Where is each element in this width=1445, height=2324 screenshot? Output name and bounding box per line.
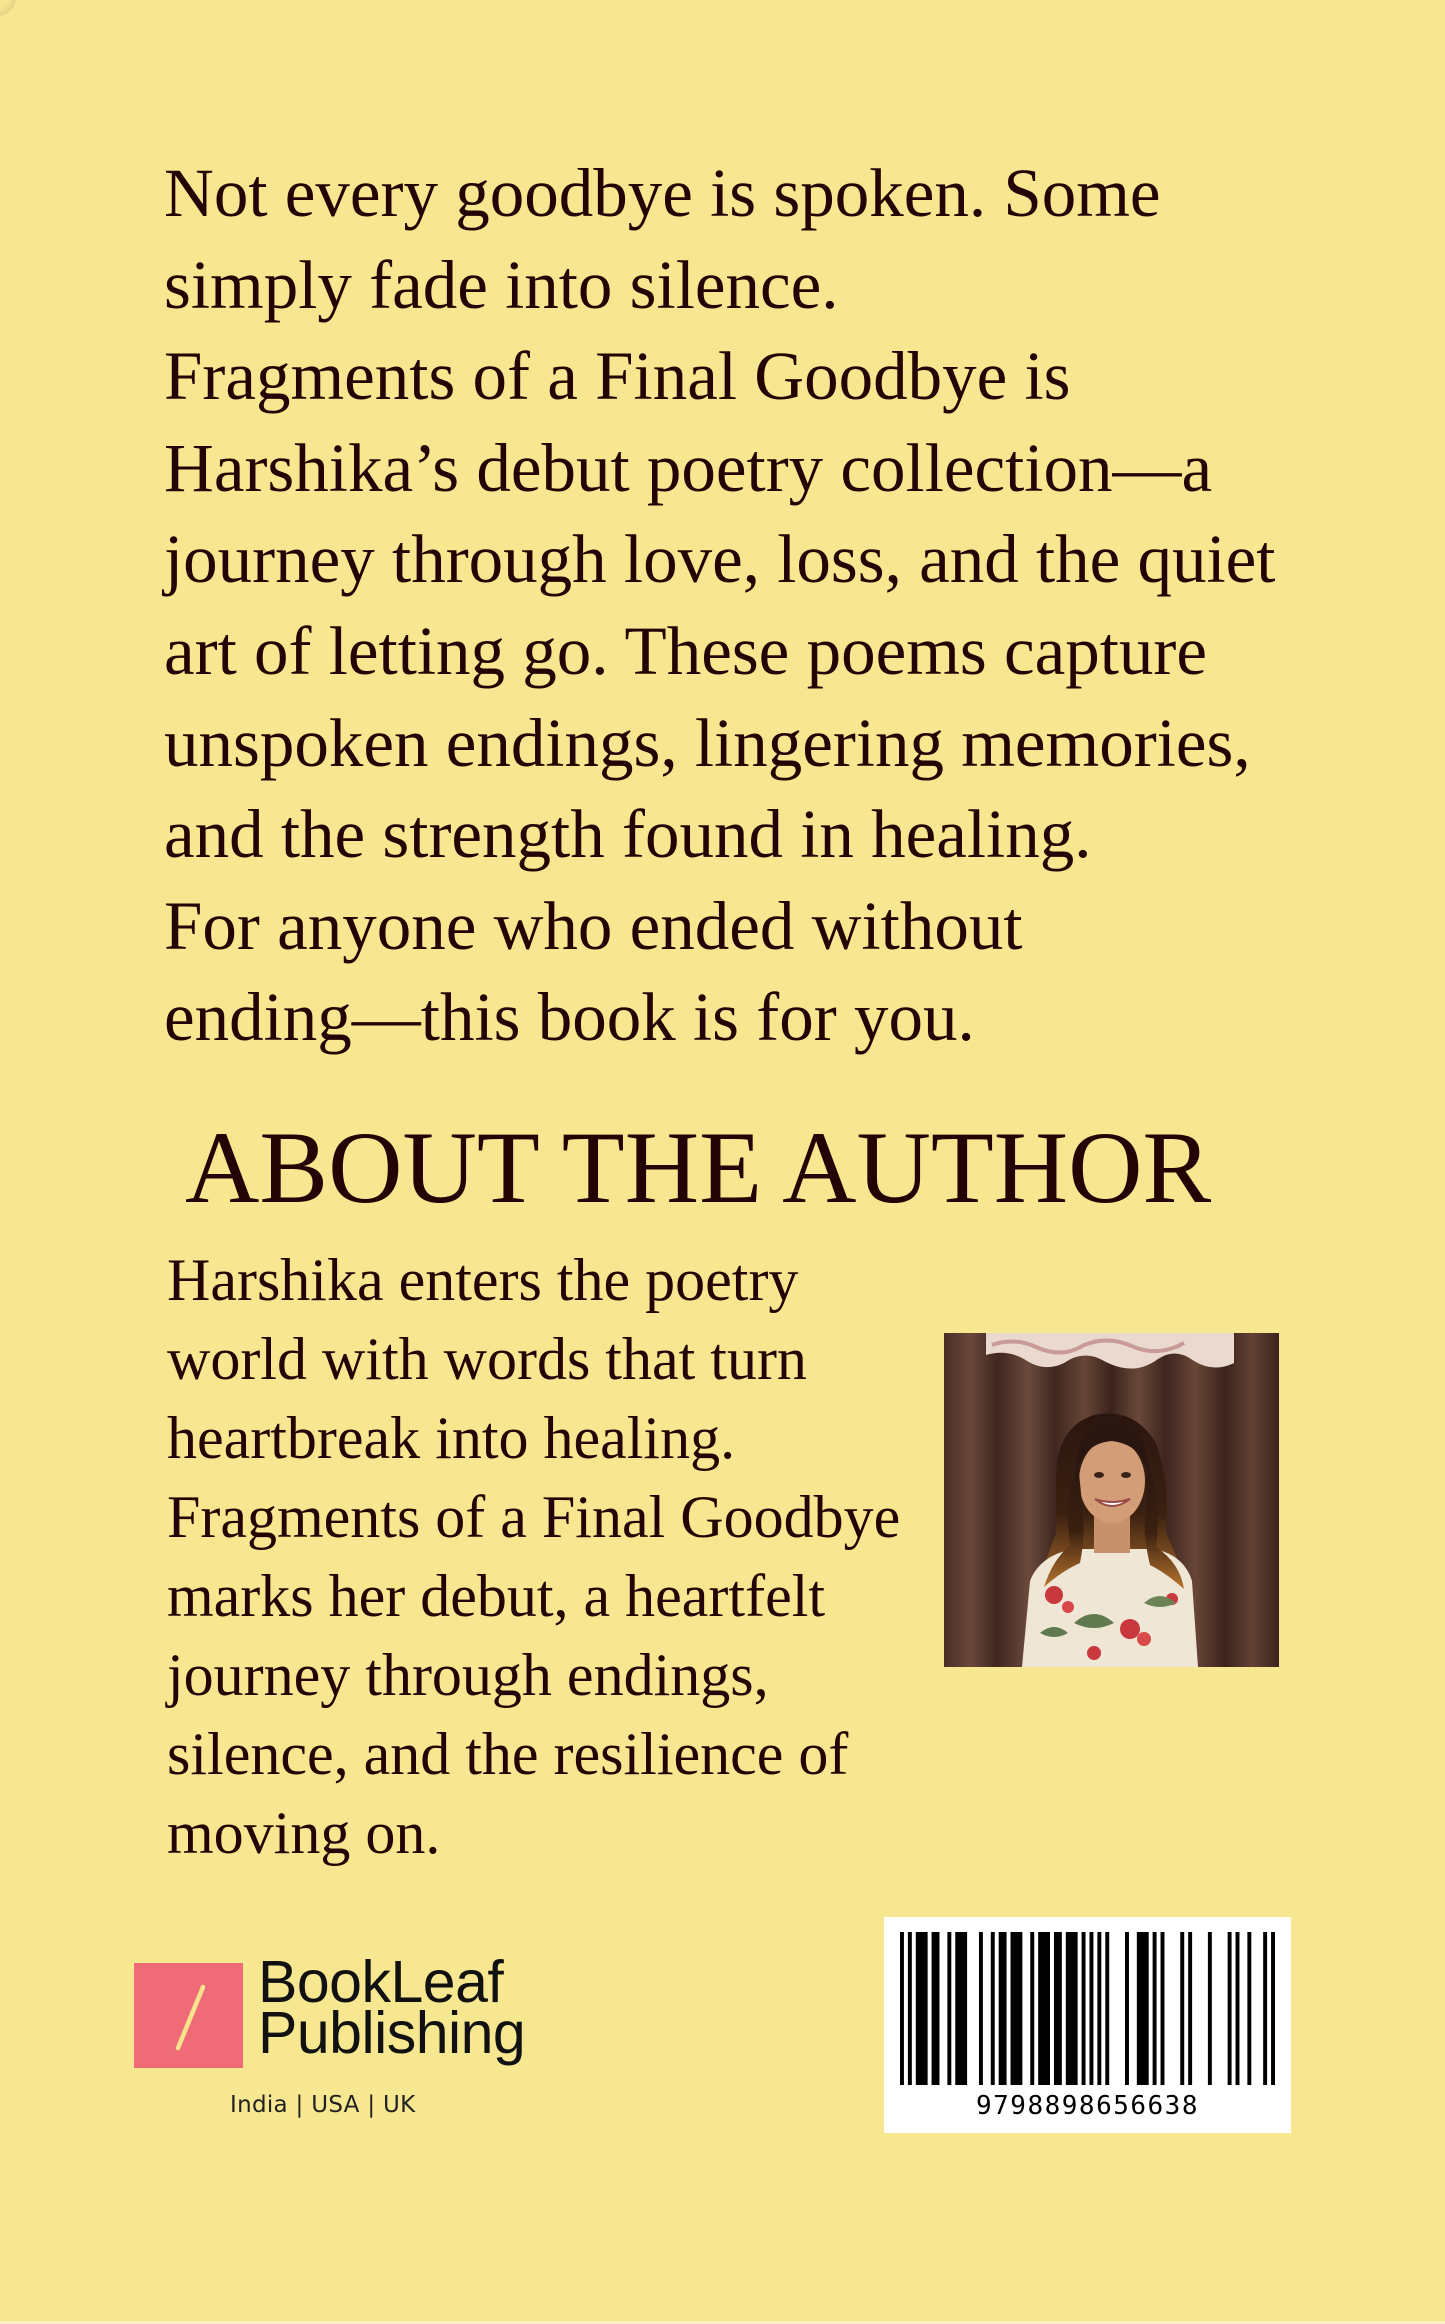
publisher-regions: India | USA | UK	[230, 2092, 416, 2118]
blurb-line: ending—this book is for you.	[164, 979, 975, 1056]
author-photo	[944, 1333, 1279, 1667]
blurb-line: and the strength found in healing.	[164, 796, 1092, 873]
blurb-line: Not every goodbye is spoken. Some	[164, 155, 1161, 231]
about-the-author-heading: ABOUT THE AUTHOR	[185, 1111, 1212, 1225]
publisher-name	[258, 1949, 526, 2066]
blurb-line: unspoken endings, lingering memories,	[164, 704, 1251, 781]
publisher-name-line2: Publishing	[258, 2000, 526, 2066]
blurb-line: simply fade into silence.	[164, 246, 839, 323]
publisher-name-line1: BookLeaf	[258, 1949, 504, 2015]
bio-line: silence, and the resilience of	[167, 1721, 849, 1787]
bio-line: world with words that turn	[167, 1326, 807, 1392]
blurb-line: Fragments of a Final Goodbye is	[164, 338, 1071, 415]
corner-shadow	[0, 0, 16, 16]
bio-line: Fragments of a Final Goodbye	[167, 1484, 901, 1550]
blurb-line: journey through love, loss, and the quiet	[164, 521, 1276, 598]
bio-line: heartbreak into healing.	[167, 1405, 736, 1471]
back-cover-blurb	[164, 148, 1364, 1064]
bio-line: Harshika enters the poetry	[167, 1247, 799, 1313]
barcode-bars	[900, 1932, 1275, 2085]
blurb-line: art of letting go. These poems capture	[164, 612, 1207, 689]
isbn-barcode	[884, 1917, 1291, 2133]
publisher-logo	[134, 1949, 534, 2137]
blurb-line: Harshika’s debut poetry collection—a	[164, 429, 1213, 506]
author-photo-illustration	[944, 1333, 1279, 1667]
author-bio	[167, 1241, 927, 1873]
bio-line: marks her debut, a heartfelt	[167, 1563, 826, 1629]
blurb-line: For anyone who ended without	[164, 887, 1023, 964]
isbn-number: 9798898656638	[976, 2091, 1199, 2121]
bio-line: moving on.	[167, 1800, 441, 1866]
slash-mark-icon	[134, 1963, 243, 2068]
bio-line: journey through endings,	[167, 1642, 769, 1708]
